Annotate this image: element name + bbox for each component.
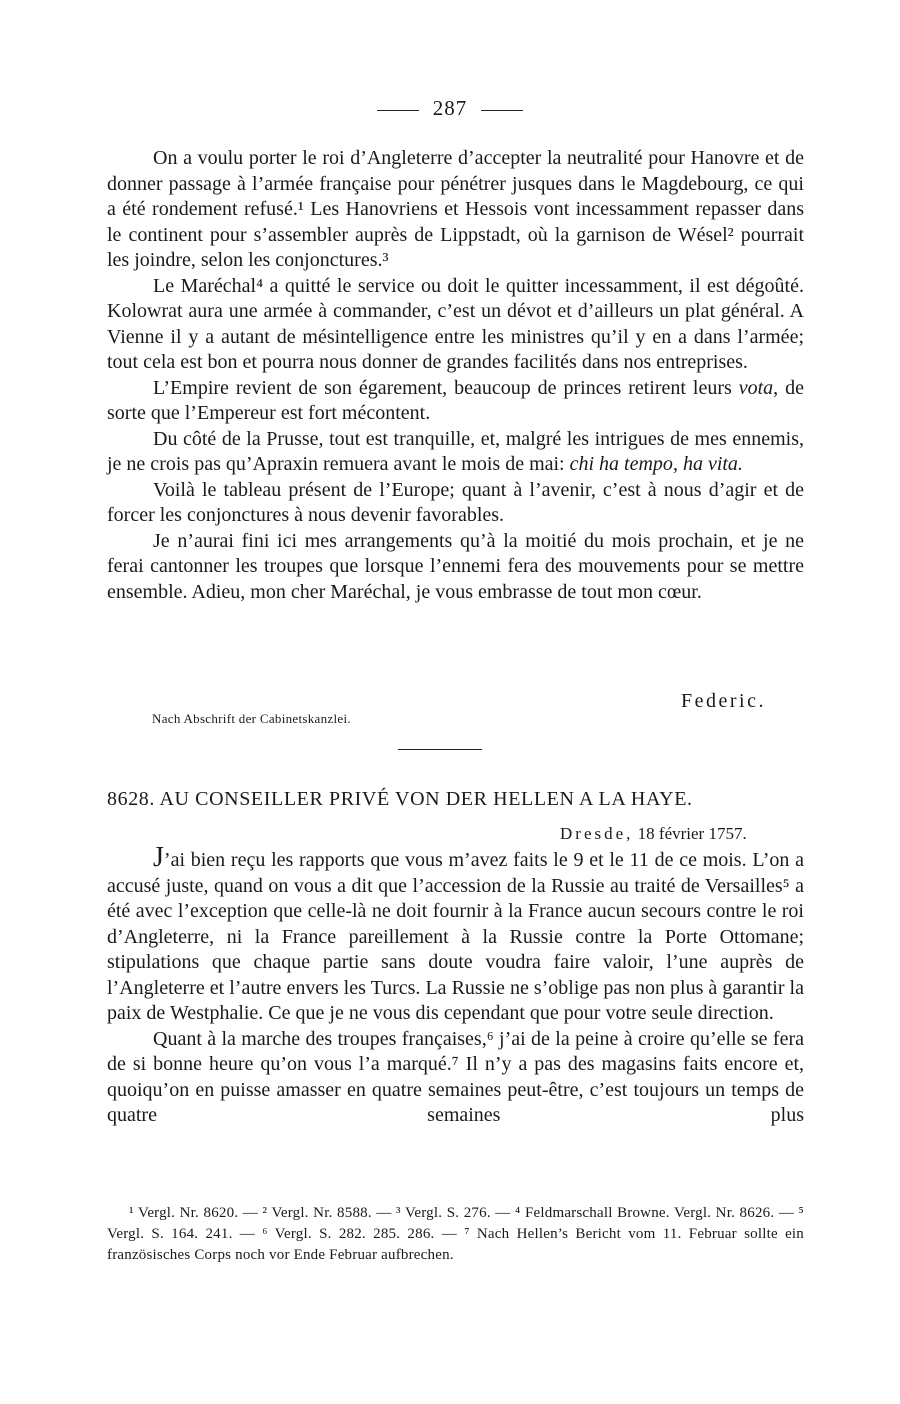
header-dash-right <box>481 110 523 111</box>
source-note: Nach Abschrift der Cabinetskanzlei. <box>152 711 351 726</box>
signature: Federic. <box>681 690 766 712</box>
letter-body-2 <box>107 842 804 1129</box>
paragraph-4-text: Du côté de la Prusse, tout est tranquille, et, malgré les intrigues de mes ennemis, je ne crois pas qu’Apraxin remuera avant le mois de mai: <box>107 427 804 475</box>
dateline <box>560 824 747 844</box>
page-number: 287 <box>432 96 468 120</box>
paragraph-3-text-a: L’Empire revient de son égarement, beaucoup de princes retirent leurs <box>153 376 739 399</box>
paragraph-2: Le Maréchal⁴ a quitté le service ou doit le quitter incessamment, il est dégoûté. Kolowrat aura une armée à commander, c’est un dévot et d’ailleurs un plat général. A Vienne il y a autant de mésintelligence entre les ministres qu’il y en a dans l’armée; tout cela est bon et pourra nous donner de grandes facilités dans nos entreprises. <box>107 274 804 373</box>
page-header <box>0 96 900 121</box>
letter-body-1 <box>107 146 804 605</box>
paragraph-5: Voilà le tableau présent de l’Europe; quant à l’avenir, c’est à nous d’agir et de forcer les conjonctures à nous devenir favorables. <box>107 478 804 526</box>
letter-title: 8628. AU CONSEILLER PRIVÉ VON DER HELLEN A LA HAYE. <box>107 788 693 810</box>
paragraph-3 <box>107 376 804 427</box>
header-dash-left <box>377 110 419 111</box>
paragraph-6: Je n’aurai fini ici mes arrangements qu’à la moitié du mois prochain, et je ne ferai cantonner les troupes que lorsque l’ennemi fera des mouvements pour se mettre ensemble. Adieu, mon cher Maréchal, je vous embrasse de tout mon cœur. <box>107 529 804 603</box>
paragraph-1: On a voulu porter le roi d’Angleterre d’accepter la neutralité pour Hanovre et de donner passage à l’armée française pour pénétrer jusques dans le Magdebourg, ce qui a été rondement refusé.¹ Les Hanovriens et Hessois vont incessamment repasser dans le continent pour s’assembler auprès de Lippstadt, où la garnison de Wésel² pourrait les joindre, selon les conjonctures.³ <box>107 147 804 271</box>
footnote-text: ¹ Vergl. Nr. 8620. — ² Vergl. Nr. 8588. — ³ Vergl. S. 276. — ⁴ Feldmarschall Browne. Vergl. Nr. 8626. — ⁵ Vergl. S. 164. 241. — ⁶ Vergl. S. 282. 285. 286. — ⁷ Nach Hellen’s Bericht vom 11. Februar sollte ein französisches Corps noch vor Ende Februar aufbrechen. <box>107 1205 804 1263</box>
paragraph-3-italic: vota <box>738 376 774 399</box>
paragraph-4-italic-a: chi ha tempo <box>569 453 673 475</box>
paragraph-7 <box>107 842 804 1027</box>
paragraph-4-comma: , <box>672 453 683 475</box>
paragraph-3-text-b: , de sorte que l’Empereur est fort mécontent. <box>107 376 804 424</box>
paragraph-7-text: ’ai bien reçu les rapports que vous m’avez faits le 9 et le 11 de ce mois. L’on a accusé juste, quand on vous a dit que l’accession de la Russie au traité de Versailles⁵ a été avec l’exception que celle-là ne doit fournir à la France aucun secours contre le roi d’Angleterre, ni la France pareillement à la Russie contre la Porte Ottomane; stipulations que chaque partie sans doute voudra faire valoir, l’une auprès de l’Angleterre et l’autre envers les Turcs. La Russie ne s’oblige pas non plus à garantir la paix de Westphalie. Ce que je ne vous dis cependant que pour votre seule direction. <box>107 849 804 1024</box>
date-text: 18 février 1757. <box>633 824 747 843</box>
footnotes <box>107 1203 804 1266</box>
paragraph-4-italic-b: ha vita. <box>682 453 743 475</box>
section-divider <box>398 749 482 750</box>
drop-cap: J <box>153 842 164 873</box>
date-place: Dresde, <box>560 824 634 843</box>
paragraph-8: Quant à la marche des troupes françaises,⁶ j’ai de la peine à croire qu’elle se fera de si bonne heure qu’on vous l’a marqué.⁷ Il n’y a pas des magasins faits encore et, quoiqu’on en puisse amasser en quatre semaines peut-être, c’est toujours un temps de quatre semaines plus <box>107 1027 804 1126</box>
paragraph-4 <box>107 427 804 478</box>
